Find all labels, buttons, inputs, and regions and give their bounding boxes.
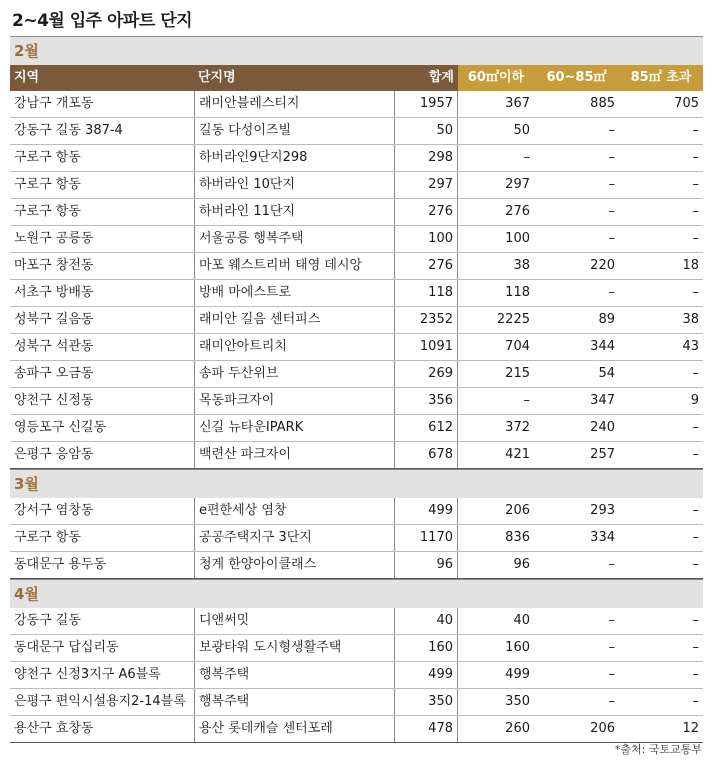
- complex-name-cell: 보광타워 도시형생활주택: [194, 635, 394, 661]
- complex-name-cell: 공공주택지구 3단지: [194, 525, 394, 551]
- complex-name-cell: 서울공릉 행복주택: [194, 226, 394, 252]
- region-cell: 양천구 신정동: [14, 393, 94, 408]
- table-row: [10, 388, 703, 415]
- table-row: [10, 608, 703, 635]
- table-row: [10, 91, 703, 118]
- over-85-cell: –: [692, 285, 699, 300]
- 60-85-cell: –: [608, 204, 615, 219]
- total-cell: 100: [394, 226, 458, 252]
- complex-name-cell: 마포 웨스트리버 태영 데시앙: [194, 253, 394, 279]
- total-cell: 678: [394, 442, 458, 468]
- under-60-cell: –: [523, 150, 530, 165]
- over-85-cell: –: [692, 123, 699, 138]
- over-85-cell: –: [692, 667, 699, 682]
- complex-name-cell: e편한세상 염창: [194, 498, 394, 524]
- source-note: *출처: 국토교통부: [614, 743, 702, 756]
- complex-name-cell: 래미안블레스티지: [194, 91, 394, 117]
- table-row: [10, 498, 703, 525]
- region-cell: 구로구 항동: [14, 530, 81, 545]
- total-cell: 499: [394, 498, 458, 524]
- 60-85-cell: 206: [590, 721, 615, 736]
- region-cell: 구로구 항동: [14, 177, 81, 192]
- over-85-cell: –: [692, 640, 699, 655]
- under-60-cell: –: [523, 393, 530, 408]
- 60-85-cell: –: [608, 694, 615, 709]
- 60-85-cell: 344: [590, 339, 615, 354]
- region-cell: 양천구 신정3지구 A6블록: [14, 667, 161, 682]
- total-cell: 118: [394, 280, 458, 306]
- table-row: [10, 635, 703, 662]
- under-60-cell: 40: [513, 613, 530, 628]
- complex-name-cell: 하버라인 10단지: [194, 172, 394, 198]
- column-header: 합계: [394, 65, 458, 91]
- over-85-cell: –: [692, 503, 699, 518]
- 60-85-cell: 293: [590, 503, 615, 518]
- 60-85-cell: 220: [590, 258, 615, 273]
- complex-name-cell: 송파 두산위브: [194, 361, 394, 387]
- 60-85-cell: –: [608, 150, 615, 165]
- region-cell: 구로구 항동: [14, 204, 81, 219]
- total-cell: 2352: [394, 307, 458, 333]
- region-cell: 동대문구 답십리동: [14, 640, 119, 655]
- complex-name-cell: 용산 롯데캐슬 센터포레: [194, 716, 394, 742]
- under-60-cell: 38: [513, 258, 530, 273]
- 60-85-cell: 885: [590, 96, 615, 111]
- total-cell: 612: [394, 415, 458, 441]
- region-cell: 강동구 길동 387-4: [14, 123, 123, 138]
- total-cell: 40: [394, 608, 458, 634]
- apartment-table: [10, 36, 703, 743]
- 60-85-cell: –: [608, 557, 615, 572]
- table-row: [10, 442, 703, 469]
- table-row: [10, 525, 703, 552]
- under-60-cell: 367: [505, 96, 530, 111]
- region-cell: 송파구 오금동: [14, 366, 94, 381]
- complex-name-cell: 하버라인 11단지: [194, 199, 394, 225]
- complex-name-cell: 행복주택: [194, 689, 394, 715]
- over-85-cell: 18: [682, 258, 699, 273]
- region-cell: 서초구 방배동: [14, 285, 94, 300]
- complex-name-cell: 하버라인9단지298: [194, 145, 394, 171]
- table-row: [10, 716, 703, 743]
- total-cell: 297: [394, 172, 458, 198]
- column-header: 60~85㎡: [534, 65, 619, 91]
- total-cell: 276: [394, 199, 458, 225]
- complex-name-cell: 래미안아트리치: [194, 334, 394, 360]
- over-85-cell: –: [692, 177, 699, 192]
- region-cell: 강남구 개포동: [14, 96, 94, 111]
- total-cell: 298: [394, 145, 458, 171]
- total-cell: 96: [394, 552, 458, 578]
- 60-85-cell: 89: [598, 312, 615, 327]
- complex-name-cell: 방배 마에스트로: [194, 280, 394, 306]
- over-85-cell: 43: [682, 339, 699, 354]
- region-cell: 구로구 항동: [14, 150, 81, 165]
- region-cell: 은평구 편익시설용지2-14블록: [14, 694, 186, 709]
- over-85-cell: –: [692, 447, 699, 462]
- complex-name-cell: 래미안 길음 센터피스: [194, 307, 394, 333]
- region-cell: 노원구 공릉동: [14, 231, 94, 246]
- region-cell: 성북구 길음동: [14, 312, 94, 327]
- under-60-cell: 421: [505, 447, 530, 462]
- under-60-cell: 276: [505, 204, 530, 219]
- 60-85-cell: 334: [590, 530, 615, 545]
- 60-85-cell: –: [608, 123, 615, 138]
- complex-name-cell: 백련산 파크자이: [194, 442, 394, 468]
- under-60-cell: 297: [505, 177, 530, 192]
- region-cell: 영등포구 신길동: [14, 420, 107, 435]
- complex-name-cell: 목동파크자이: [194, 388, 394, 414]
- section-label: 3월: [10, 469, 703, 498]
- over-85-cell: –: [692, 557, 699, 572]
- table-row: [10, 280, 703, 307]
- region-cell: 강서구 염창동: [14, 503, 94, 518]
- 60-85-cell: –: [608, 177, 615, 192]
- under-60-cell: 118: [505, 285, 530, 300]
- complex-name-cell: 청계 한양아이클래스: [194, 552, 394, 578]
- over-85-cell: –: [692, 694, 699, 709]
- over-85-cell: –: [692, 231, 699, 246]
- total-cell: 50: [394, 118, 458, 144]
- under-60-cell: 100: [505, 231, 530, 246]
- table-row: [10, 361, 703, 388]
- table-row: [10, 689, 703, 716]
- region-cell: 은평구 응암동: [14, 447, 94, 462]
- table-header: [10, 65, 703, 91]
- 60-85-cell: –: [608, 231, 615, 246]
- region-cell: 마포구 창전동: [14, 258, 94, 273]
- table-row: [10, 662, 703, 689]
- table-row: [10, 118, 703, 145]
- over-85-cell: 12: [682, 721, 699, 736]
- total-cell: 276: [394, 253, 458, 279]
- total-cell: 1170: [394, 525, 458, 551]
- under-60-cell: 96: [513, 557, 530, 572]
- over-85-cell: –: [692, 530, 699, 545]
- total-cell: 356: [394, 388, 458, 414]
- total-cell: 478: [394, 716, 458, 742]
- table-row: [10, 334, 703, 361]
- under-60-cell: 260: [505, 721, 530, 736]
- table-row: [10, 415, 703, 442]
- page-title: 2~4월 입주 아파트 단지: [12, 11, 193, 31]
- under-60-cell: 704: [505, 339, 530, 354]
- column-header: 60㎡이하: [458, 65, 534, 91]
- over-85-cell: 38: [682, 312, 699, 327]
- under-60-cell: 215: [505, 366, 530, 381]
- 60-85-cell: –: [608, 667, 615, 682]
- complex-name-cell: 길동 다성이즈빌: [194, 118, 394, 144]
- table-row: [10, 226, 703, 253]
- 60-85-cell: 347: [590, 393, 615, 408]
- total-cell: 269: [394, 361, 458, 387]
- under-60-cell: 499: [505, 667, 530, 682]
- region-cell: 강동구 길동: [14, 613, 81, 628]
- total-cell: 1957: [394, 91, 458, 117]
- section-label: 4월: [10, 579, 703, 608]
- under-60-cell: 372: [505, 420, 530, 435]
- under-60-cell: 836: [505, 530, 530, 545]
- section-label: 2월: [10, 36, 703, 65]
- over-85-cell: 705: [674, 96, 699, 111]
- 60-85-cell: 240: [590, 420, 615, 435]
- over-85-cell: –: [692, 420, 699, 435]
- region-cell: 동대문구 용두동: [14, 557, 107, 572]
- total-cell: 350: [394, 689, 458, 715]
- table-row: [10, 253, 703, 280]
- column-header: 지역: [10, 65, 194, 91]
- under-60-cell: 350: [505, 694, 530, 709]
- 60-85-cell: –: [608, 285, 615, 300]
- region-cell: 성북구 석관동: [14, 339, 94, 354]
- 60-85-cell: –: [608, 613, 615, 628]
- over-85-cell: –: [692, 366, 699, 381]
- total-cell: 499: [394, 662, 458, 688]
- column-header: 단지명: [194, 65, 394, 91]
- under-60-cell: 206: [505, 503, 530, 518]
- complex-name-cell: 신길 뉴타운IPARK: [194, 415, 394, 441]
- over-85-cell: 9: [690, 393, 699, 408]
- table-row: [10, 552, 703, 579]
- region-cell: 용산구 효창동: [14, 721, 94, 736]
- under-60-cell: 50: [513, 123, 530, 138]
- complex-name-cell: 행복주택: [194, 662, 394, 688]
- under-60-cell: 160: [505, 640, 530, 655]
- 60-85-cell: 54: [598, 366, 615, 381]
- total-cell: 1091: [394, 334, 458, 360]
- table-row: [10, 307, 703, 334]
- complex-name-cell: 디앤써밋: [194, 608, 394, 634]
- 60-85-cell: –: [608, 640, 615, 655]
- table-row: [10, 199, 703, 226]
- over-85-cell: –: [692, 613, 699, 628]
- 60-85-cell: 257: [590, 447, 615, 462]
- table-row: [10, 145, 703, 172]
- over-85-cell: –: [692, 150, 699, 165]
- over-85-cell: –: [692, 204, 699, 219]
- total-cell: 160: [394, 635, 458, 661]
- table-row: [10, 172, 703, 199]
- column-header: 85㎡ 초과: [619, 65, 703, 91]
- under-60-cell: 2225: [496, 312, 530, 327]
